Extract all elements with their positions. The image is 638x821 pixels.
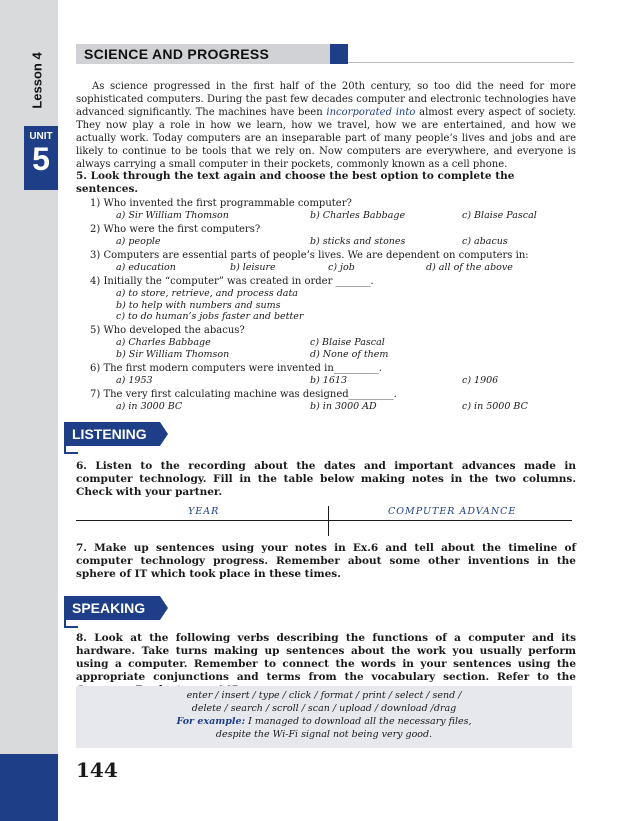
q4-option-a[interactable]: a) to store, retrieve, and process data: [116, 288, 298, 299]
intro-paragraph: [76, 80, 576, 171]
q6-text: 6) The first modern computers were invented in_________.: [90, 362, 382, 374]
q4-options: [76, 288, 576, 323]
q1-option-c[interactable]: c) Blaise Pascal: [462, 210, 537, 221]
q5-option-d[interactable]: d) None of them: [310, 348, 389, 360]
q3-option-d[interactable]: d) all of the above: [426, 262, 513, 273]
q1-text: 1) Who invented the first programmable computer?: [90, 198, 352, 209]
task5-title: 5. Look through the text again and choose the best option to complete the sentences.: [76, 170, 515, 195]
verb-box: [76, 686, 572, 748]
intro-highlight: incorporated into: [326, 107, 416, 118]
table-column-divider: [328, 506, 329, 536]
q6-option-b[interactable]: b) 1613: [310, 374, 347, 386]
speaking-banner-foot: [64, 620, 78, 628]
q7-option-b[interactable]: b) in 3000 AD: [310, 400, 377, 412]
example-label: For example:: [176, 716, 246, 727]
task8-text: 8. Look at the following verbs describing the functions of a computer and its hardware. Take turns making up sentences about the work you usually perform using a computer. Remember to connect the words in your sentences using the appropriate conjunctions and terms from the vocabulary section. Refer to the: [76, 632, 576, 683]
col-year-header: YEAR: [188, 506, 220, 517]
q2-options: [76, 236, 576, 248]
sidebar: [0, 0, 58, 821]
q7-options: [76, 401, 576, 413]
verbs-line-2: delete / search / scroll / scan / upload / download /drag: [191, 703, 457, 714]
intro-text-1: As science progressed in the first half of the 20th century, so too did the need for more sophisticated computers. During the past few decades computer and electronic technologies have advanced significantly. The machines have been: [76, 81, 576, 118]
unit-number: 5: [32, 141, 50, 177]
sidebar-bottom-bar: [0, 754, 58, 821]
q1-option-a[interactable]: a) Sir William Thomson: [116, 210, 229, 221]
table-header-line: [76, 520, 572, 521]
task7-text: 7. Make up sentences using your notes in Ex.6 and tell about the timeline of computer technology progress. Remember about some other inventions in the sphere of IT which took place in these times.: [76, 542, 576, 580]
section-header: [76, 44, 332, 64]
q6-options: [76, 375, 576, 387]
q3-option-a[interactable]: a) education: [116, 262, 176, 273]
q1-option-b[interactable]: b) Charles Babbage: [310, 210, 406, 221]
lesson-label: Lesson 4: [29, 51, 45, 109]
page-title: SCIENCE AND PROGRESS: [84, 46, 270, 62]
q4-option-b[interactable]: b) to help with numbers and sums: [116, 299, 281, 311]
unit-label: UNIT: [29, 131, 53, 142]
q1-options: [76, 210, 576, 222]
q7-option-c[interactable]: c) in 5000 BC: [462, 400, 528, 412]
intro-text-2: almost every aspect of society. They now play a role in how we learn, how we travel, how we are entertained, and how we actually work. Today computers are an inseparable part of many people’s lives and jobs and are likely to continue to be tools that we rely on. Now computers are everywhere, and everyone is always carrying a small computer in their pockets, commonly known as a cell phone.: [76, 107, 576, 170]
q3-option-b[interactable]: b) leisure: [230, 262, 276, 273]
verbs-line-1: enter / insert / type / click / format / print / select / send /: [186, 690, 462, 701]
task6-text: 6. Listen to the recording about the dates and important advances made in computer technology. Fill in the table below making notes in the two columns. Check with your partner.: [76, 460, 576, 498]
q6-option-a[interactable]: a) 1953: [116, 374, 153, 386]
example-line-2: despite the Wi-Fi signal not being very good.: [215, 729, 433, 740]
unit-box: [24, 126, 58, 190]
q2-text: 2) Who were the first computers?: [90, 224, 261, 235]
notes-table: [76, 506, 572, 536]
q5-option-a[interactable]: a) Charles Babbage: [116, 336, 211, 348]
q7-option-a[interactable]: a) in 3000 BC: [116, 400, 183, 412]
q5-option-b[interactable]: b) Sir William Thomson: [116, 348, 230, 360]
q5-options: [76, 337, 576, 361]
listening-banner: LISTENING: [64, 422, 160, 446]
header-divider: [348, 62, 574, 63]
q7-text: 7) The very first calculating machine was designed_________.: [90, 388, 397, 400]
q2-option-a[interactable]: a) people: [116, 236, 161, 247]
q3-text: 3) Computers are essential parts of people’s lives. We are dependent on computers in:: [90, 250, 529, 261]
task5-block: [76, 170, 576, 413]
q3-option-c[interactable]: c) job: [328, 262, 355, 273]
q2-option-c[interactable]: c) abacus: [462, 236, 508, 247]
speaking-banner: SPEAKING: [64, 596, 160, 620]
q6-option-c[interactable]: c) 1906: [462, 374, 499, 386]
q5-option-c[interactable]: c) Blaise Pascal: [310, 336, 385, 348]
example-text-1: I managed to download all the necessary files,: [245, 716, 472, 727]
q3-options: [76, 262, 576, 274]
q5-text: 5) Who developed the abacus?: [90, 324, 245, 336]
header-square: [330, 44, 348, 64]
page-number: 144: [76, 758, 118, 782]
listening-banner-foot: [64, 446, 78, 454]
example-line-1: [76, 715, 572, 728]
q4-option-c[interactable]: c) to do human’s jobs faster and better: [116, 311, 304, 322]
col-advance-header: COMPUTER ADVANCE: [388, 506, 517, 517]
q2-option-b[interactable]: b) sticks and stones: [310, 236, 406, 247]
lesson-tab: [20, 44, 54, 116]
q4-text: 4) Initially the “computer” was created in order _______.: [90, 276, 374, 287]
